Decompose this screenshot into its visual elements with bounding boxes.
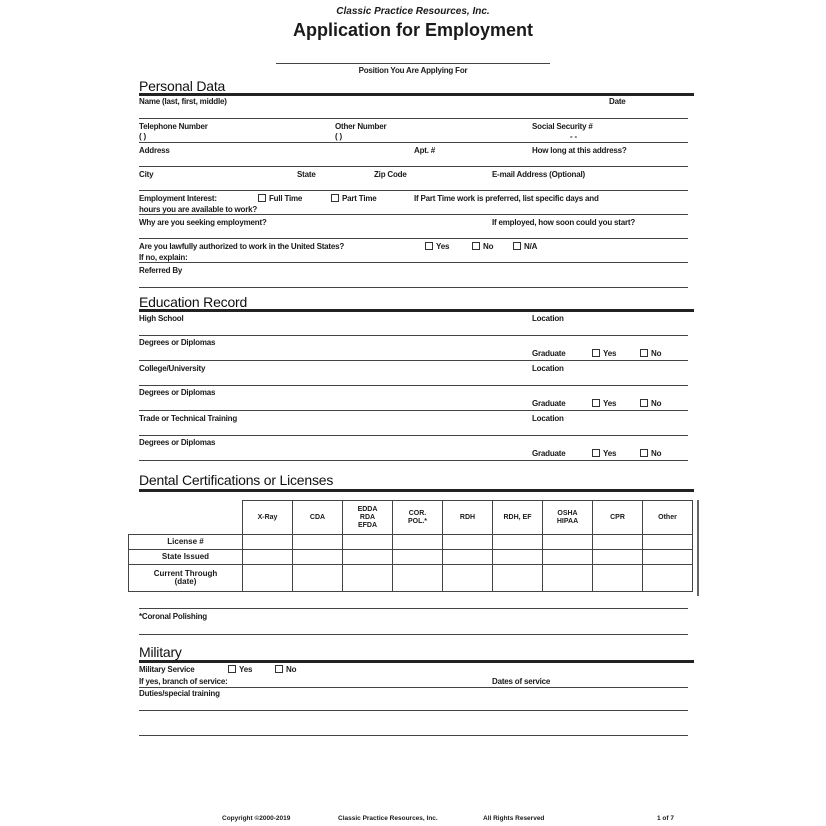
hs-yes-text: Yes — [603, 349, 617, 358]
city-label: City — [139, 170, 154, 179]
hs-degrees-label: Degrees or Diplomas — [139, 338, 216, 347]
table-cell[interactable] — [243, 550, 293, 565]
lawful-yes-text: Yes — [436, 242, 450, 251]
college-yes-checkbox[interactable] — [592, 399, 600, 407]
table-cell[interactable] — [593, 535, 643, 550]
col-rdh-ef: RDH, EF — [493, 501, 543, 535]
certification-table — [128, 500, 693, 592]
hs-location-label: Location — [532, 314, 564, 323]
state-label: State — [297, 170, 316, 179]
part-time-option[interactable] — [331, 194, 377, 203]
hs-no-text: No — [651, 349, 662, 358]
hs-line[interactable] — [139, 335, 688, 336]
other-number-paren: ( ) — [335, 132, 342, 141]
address-label: Address — [139, 146, 170, 155]
college-graduate-no[interactable] — [640, 399, 661, 408]
cert-header-row — [129, 501, 693, 535]
col-other: Other — [643, 501, 693, 535]
trade-graduate-label: Graduate — [532, 449, 566, 458]
trade-graduate-yes[interactable] — [592, 449, 616, 458]
ssn-dashes: - - — [570, 132, 577, 141]
table-cell[interactable] — [243, 535, 293, 550]
lawful-yes-checkbox[interactable] — [425, 242, 433, 250]
military-yes-option[interactable] — [228, 665, 252, 674]
hs-graduate-no[interactable] — [640, 349, 661, 358]
trade-degrees-label: Degrees or Diplomas — [139, 438, 216, 447]
hs-graduate-yes[interactable] — [592, 349, 616, 358]
table-cell[interactable] — [443, 565, 493, 592]
name-label: Name (last, first, middle) — [139, 97, 227, 106]
college-location-label: Location — [532, 364, 564, 373]
how-long-label: How long at this address? — [532, 146, 627, 155]
table-cell[interactable] — [493, 535, 543, 550]
military-yes-checkbox[interactable] — [228, 665, 236, 673]
college-degree-line[interactable] — [139, 410, 688, 411]
trade-line[interactable] — [139, 435, 688, 436]
table-row — [129, 535, 693, 550]
table-cell[interactable] — [443, 550, 493, 565]
page-number: 1 of 7 — [657, 815, 674, 822]
phone-line[interactable] — [139, 142, 688, 143]
section-rule — [139, 309, 694, 312]
lawful-na-text: N/A — [524, 242, 538, 251]
college-no-text: No — [651, 399, 662, 408]
row-current-through: Current Through (date) — [129, 565, 243, 592]
apt-label: Apt. # — [414, 146, 436, 155]
table-corner — [129, 501, 243, 535]
table-cell[interactable] — [393, 550, 443, 565]
table-cell[interactable] — [393, 565, 443, 592]
col-rdh: RDH — [443, 501, 493, 535]
table-cell[interactable] — [493, 565, 543, 592]
college-no-checkbox[interactable] — [640, 399, 648, 407]
lawful-na-option[interactable] — [513, 242, 537, 251]
college-degrees-label: Degrees or Diplomas — [139, 388, 216, 397]
table-cell[interactable] — [643, 550, 693, 565]
footnote-rule — [139, 608, 688, 609]
college-graduate-yes[interactable] — [592, 399, 616, 408]
hours-note: hours you are available to work? — [139, 205, 258, 214]
date-label: Date — [609, 97, 626, 106]
branch-line[interactable] — [139, 687, 688, 688]
military-no-checkbox[interactable] — [275, 665, 283, 673]
table-cell[interactable] — [293, 565, 343, 592]
interest-line[interactable] — [139, 214, 688, 215]
military-no-option[interactable] — [275, 665, 296, 674]
table-cell[interactable] — [343, 565, 393, 592]
copyright-text: Copyright ©2000-2019 — [222, 815, 291, 822]
section-rule — [139, 93, 694, 96]
table-cell[interactable] — [343, 535, 393, 550]
table-row — [129, 565, 693, 592]
company-name: Classic Practice Resources, Inc. — [336, 6, 490, 17]
trade-no-text: No — [651, 449, 662, 458]
lawful-yes-option[interactable] — [425, 242, 449, 251]
table-cell[interactable] — [293, 535, 343, 550]
lawful-label: Are you lawfully authorized to work in the United States? — [139, 242, 345, 251]
table-cell[interactable] — [543, 535, 593, 550]
military-yes-text: Yes — [239, 665, 253, 674]
duties-label: Duties/special training — [139, 689, 220, 698]
zip-label: Zip Code — [374, 170, 407, 179]
city-line[interactable] — [139, 190, 688, 191]
section-rule — [139, 660, 694, 663]
trade-yes-text: Yes — [603, 449, 617, 458]
hs-no-checkbox[interactable] — [640, 349, 648, 357]
college-label: College/University — [139, 364, 206, 373]
coronal-polishing-footnote: *Coronal Polishing — [139, 612, 207, 621]
table-cell[interactable] — [543, 565, 593, 592]
why-seeking-line[interactable] — [139, 238, 688, 239]
table-cell[interactable] — [593, 550, 643, 565]
col-xray: X-Ray — [243, 501, 293, 535]
section-rule — [139, 489, 694, 492]
telephone-label: Telephone Number — [139, 122, 208, 131]
lawful-na-checkbox[interactable] — [513, 242, 521, 250]
table-cell[interactable] — [443, 535, 493, 550]
table-right-shadow — [697, 500, 699, 596]
table-cell[interactable] — [643, 535, 693, 550]
table-cell[interactable] — [593, 565, 643, 592]
dates-of-service-label: Dates of service — [492, 677, 551, 686]
military-service-label: Military Service — [139, 665, 195, 674]
table-cell[interactable] — [343, 550, 393, 565]
college-graduate-label: Graduate — [532, 399, 566, 408]
hs-degree-line[interactable] — [139, 360, 688, 361]
rights-text: All Rights Reserved — [483, 815, 545, 822]
employment-interest-label: Employment Interest: — [139, 194, 217, 203]
table-cell[interactable] — [293, 550, 343, 565]
part-time-note: If Part Time work is preferred, list specific days and — [414, 194, 599, 203]
telephone-paren: ( ) — [139, 132, 146, 141]
full-time-option[interactable] — [258, 194, 302, 203]
full-time-text: Full Time — [269, 194, 303, 203]
branch-label: If yes, branch of service: — [139, 677, 228, 686]
trade-yes-checkbox[interactable] — [592, 449, 600, 457]
table-cell[interactable] — [393, 535, 443, 550]
lawful-no-text: No — [483, 242, 494, 251]
name-line[interactable] — [139, 118, 688, 119]
table-cell[interactable] — [493, 550, 543, 565]
row-license: License # — [129, 535, 243, 550]
section-education: Education Record — [139, 294, 248, 310]
trade-degree-line[interactable] — [139, 460, 688, 461]
trade-no-checkbox[interactable] — [640, 449, 648, 457]
position-line[interactable] — [276, 63, 550, 64]
duties-line-2[interactable] — [139, 735, 688, 736]
if-employed-label: If employed, how soon could you start? — [492, 218, 636, 227]
explain-line[interactable] — [139, 262, 688, 263]
lawful-no-checkbox[interactable] — [472, 242, 480, 250]
col-edda: EDDA RDA EFDA — [343, 501, 393, 535]
hs-yes-checkbox[interactable] — [592, 349, 600, 357]
referred-by-label: Referred By — [139, 266, 183, 275]
college-line[interactable] — [139, 385, 688, 386]
address-line[interactable] — [139, 166, 688, 167]
other-number-label: Other Number — [335, 122, 387, 131]
section-dental: Dental Certifications or Licenses — [139, 472, 334, 488]
if-no-explain-label: If no, explain: — [139, 253, 188, 262]
duties-line-1[interactable] — [139, 710, 688, 711]
ssn-label: Social Security # — [532, 122, 593, 131]
college-yes-text: Yes — [603, 399, 617, 408]
col-cda: CDA — [293, 501, 343, 535]
referred-line[interactable] — [139, 287, 688, 288]
form-title: Application for Employment — [292, 20, 533, 40]
footer-company: Classic Practice Resources, Inc. — [338, 815, 438, 822]
trade-graduate-no[interactable] — [640, 449, 661, 458]
email-label: E-mail Address (Optional) — [492, 170, 585, 179]
table-row — [129, 550, 693, 565]
trade-label: Trade or Technical Training — [139, 414, 238, 423]
section-military: Military — [139, 644, 182, 660]
high-school-label: High School — [139, 314, 184, 323]
col-cor-pol: COR. POL.* — [393, 501, 443, 535]
hs-graduate-label: Graduate — [532, 349, 566, 358]
why-seeking-label: Why are you seeking employment? — [139, 218, 267, 227]
lawful-no-option[interactable] — [472, 242, 493, 251]
full-time-checkbox[interactable] — [258, 194, 266, 202]
position-label: Position You Are Applying For — [358, 66, 468, 75]
trade-location-label: Location — [532, 414, 564, 423]
table-cell[interactable] — [543, 550, 593, 565]
part-time-text: Part Time — [342, 194, 377, 203]
col-cpr: CPR — [593, 501, 643, 535]
section-personal-data: Personal Data — [139, 78, 226, 94]
part-time-checkbox[interactable] — [331, 194, 339, 202]
table-cell[interactable] — [643, 565, 693, 592]
military-no-text: No — [286, 665, 297, 674]
col-osha: OSHA HIPAA — [543, 501, 593, 535]
footnote-bottom-line — [139, 634, 688, 635]
row-state-issued: State Issued — [129, 550, 243, 565]
table-cell[interactable] — [243, 565, 293, 592]
